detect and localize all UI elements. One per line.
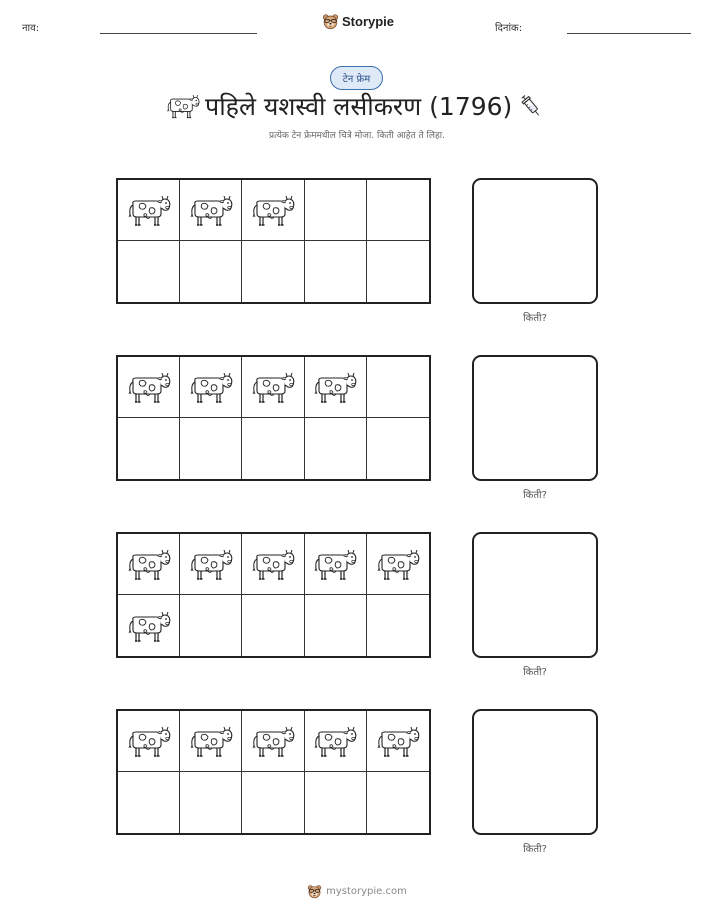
frame-cell [305, 534, 367, 595]
frame-cell [118, 241, 180, 302]
frame-cell [305, 711, 367, 772]
frame-cell [242, 772, 304, 833]
frame-cell [118, 357, 180, 418]
ten-frame [116, 355, 431, 481]
syringe-icon [518, 92, 544, 120]
frame-cell [180, 595, 242, 656]
answer-box[interactable] [472, 709, 598, 835]
name-label: नाव: [22, 23, 40, 34]
frame-cell [180, 357, 242, 418]
frame-cell [367, 357, 429, 418]
ten-frame [116, 709, 431, 835]
cow-icon [127, 546, 171, 582]
frame-cell [367, 711, 429, 772]
frame-cell [242, 711, 304, 772]
answer-box[interactable] [472, 355, 598, 481]
ten-frame [116, 178, 431, 304]
frame-cell [180, 241, 242, 302]
cow-icon [127, 723, 171, 759]
frame-cell [118, 595, 180, 656]
frame-cell [242, 418, 304, 479]
frame-cell [305, 772, 367, 833]
frame-cell [367, 418, 429, 479]
frame-cell [242, 534, 304, 595]
answer-box[interactable] [472, 178, 598, 304]
frame-cell [367, 595, 429, 656]
frame-cell [242, 180, 304, 241]
frame-cell [305, 180, 367, 241]
answer-label: किती? [523, 313, 547, 324]
frame-cell [180, 418, 242, 479]
frame-cell [242, 357, 304, 418]
bear-icon [322, 13, 339, 30]
answer-box[interactable] [472, 532, 598, 658]
cow-icon [376, 546, 420, 582]
frame-cell [242, 595, 304, 656]
frame-cell [367, 534, 429, 595]
frame-cell [305, 595, 367, 656]
cow-icon [127, 608, 171, 644]
cow-icon [251, 192, 295, 228]
frame-cell [305, 418, 367, 479]
frame-cell [180, 711, 242, 772]
cow-icon [313, 546, 357, 582]
frame-cell [118, 418, 180, 479]
frame-cell [305, 241, 367, 302]
frame-cell [367, 772, 429, 833]
name-write-line[interactable] [100, 33, 257, 34]
worksheet-title: पहिले यशस्वी लसीकरण (1796) [205, 92, 513, 121]
frame-cell [242, 241, 304, 302]
answer-label: किती? [523, 490, 547, 501]
cow-icon [251, 723, 295, 759]
frame-cell [118, 711, 180, 772]
cow-icon [251, 546, 295, 582]
frame-cell [367, 241, 429, 302]
cow-icon [166, 92, 200, 120]
answer-label: किती? [523, 667, 547, 678]
frame-cell [180, 180, 242, 241]
footer [0, 884, 714, 899]
cow-icon [313, 723, 357, 759]
frame-cell [367, 180, 429, 241]
date-write-line[interactable] [567, 33, 691, 34]
cow-icon [251, 369, 295, 405]
cow-icon [127, 369, 171, 405]
cow-icon [189, 723, 233, 759]
frame-cell [305, 357, 367, 418]
footer-url[interactable]: mystorypie.com [326, 886, 407, 897]
frame-cell [118, 772, 180, 833]
brand-logo [322, 13, 394, 30]
cow-icon [376, 723, 420, 759]
answer-label: किती? [523, 844, 547, 855]
brand-name: Storypie [342, 14, 395, 29]
frame-cell [180, 534, 242, 595]
ten-frame [116, 532, 431, 658]
cow-icon [189, 192, 233, 228]
frame-cell [180, 772, 242, 833]
worksheet-type-badge: टेन फ्रेम [330, 66, 383, 90]
frame-cell [118, 534, 180, 595]
cow-icon [127, 192, 171, 228]
cow-icon [313, 369, 357, 405]
bear-icon [307, 884, 322, 899]
cow-icon [189, 369, 233, 405]
date-label: दिनांक: [495, 23, 523, 34]
frame-cell [118, 180, 180, 241]
cow-icon [189, 546, 233, 582]
worksheet-instructions: प्रत्येक टेन फ्रेममधील चित्रे मोजा. किती आहेत ते लिहा. [269, 131, 445, 141]
